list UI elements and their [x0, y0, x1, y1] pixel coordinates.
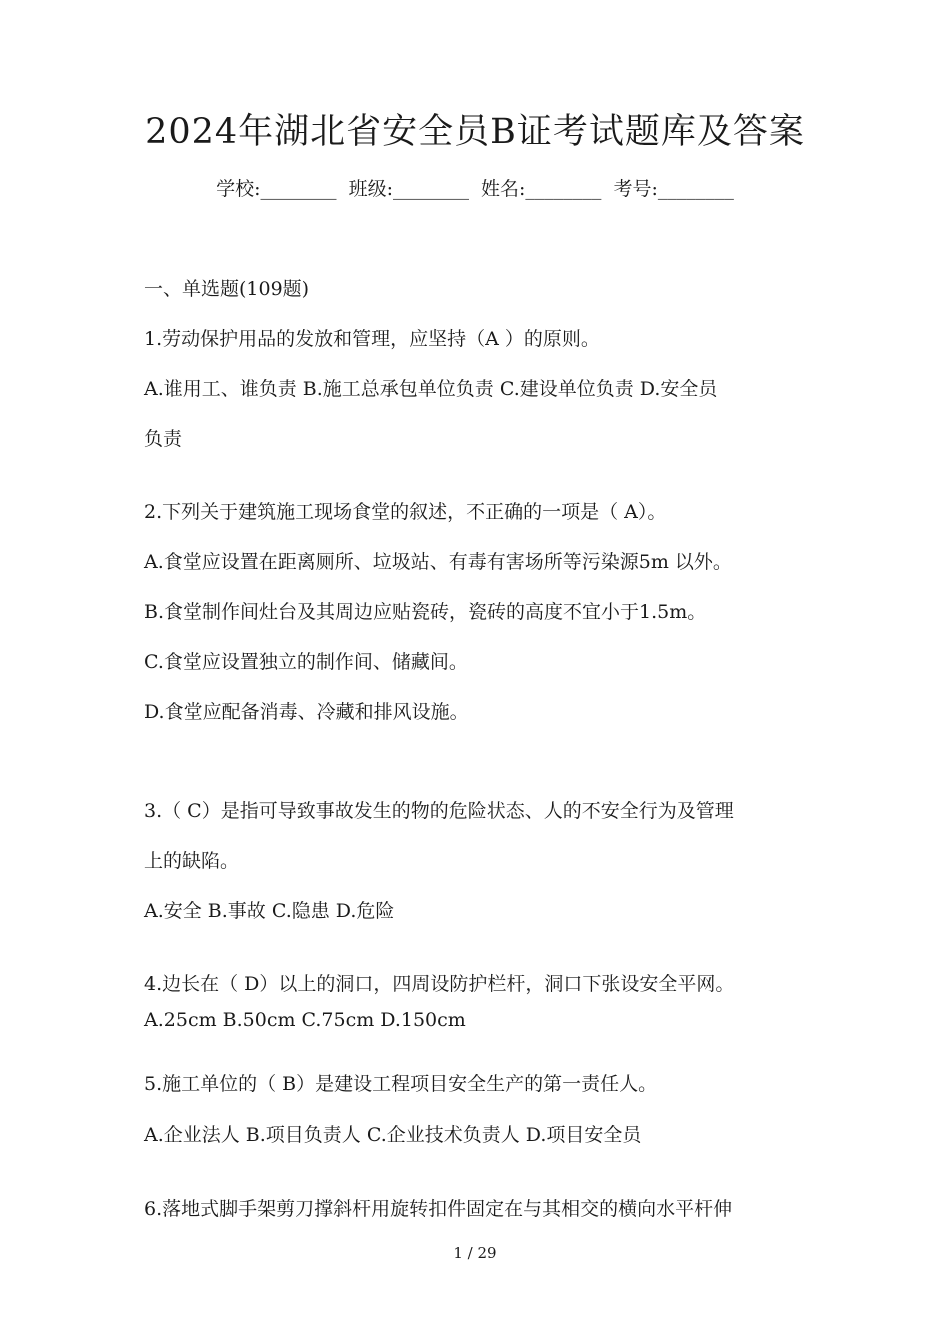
question-2-option-d: D.食堂应配备消毒、冷藏和排风设施。 — [144, 701, 469, 723]
document-title: 2024年湖北省安全员B证考试题库及答案 — [145, 112, 805, 152]
question-4-options: A.25cm B.50cm C.75cm D.150cm — [144, 1009, 466, 1031]
question-1-stem: 1.劳动保护用品的发放和管理，应坚持（A ）的原则。 — [144, 328, 600, 350]
exam-number-field: 考号:________ — [613, 178, 734, 200]
question-2-option-a: A.食堂应设置在距离厕所、垃圾站、有毒有害场所等污染源5m 以外。 — [144, 551, 732, 573]
question-2-option-b: B.食堂制作间灶台及其周边应贴瓷砖，瓷砖的高度不宜小于1.5m。 — [144, 601, 707, 623]
student-info-line — [0, 174, 950, 201]
question-5-options: A.企业法人 B.项目负责人 C.企业技术负责人 D.项目安全员 — [144, 1124, 642, 1146]
question-1-options: A.谁用工、谁负责 B.施工总承包单位负责 C.建设单位负责 D.安全员 — [144, 378, 718, 400]
question-3-stem: 3.（ C）是指可导致事故发生的物的危险状态、人的不安全行为及管理 — [144, 800, 734, 822]
question-3-stem-cont: 上的缺陷。 — [144, 850, 240, 872]
page-indicator: 1 / 29 — [453, 1244, 497, 1262]
class-field: 班级:________ — [348, 178, 469, 200]
name-field: 姓名:________ — [481, 178, 602, 200]
school-field: 学校:________ — [216, 178, 337, 200]
question-5-stem: 5.施工单位的（ B）是建设工程项目安全生产的第一责任人。 — [144, 1073, 658, 1095]
question-3-options: A.安全 B.事故 C.隐患 D.危险 — [144, 900, 395, 922]
question-2-option-c: C.食堂应设置独立的制作间、储藏间。 — [144, 651, 468, 673]
question-2-stem: 2.下列关于建筑施工现场食堂的叙述，不正确的一项是（ A）。 — [144, 501, 667, 523]
section-heading: 一、单选题(109题) — [144, 278, 310, 300]
question-6-stem: 6.落地式脚手架剪刀撑斜杆用旋转扣件固定在与其相交的横向水平杆伸 — [144, 1198, 733, 1220]
question-4-stem: 4.边长在（ D）以上的洞口，四周设防护栏杆，洞口下张设安全平网。 — [144, 973, 735, 995]
question-1-options-cont: 负责 — [144, 428, 183, 450]
